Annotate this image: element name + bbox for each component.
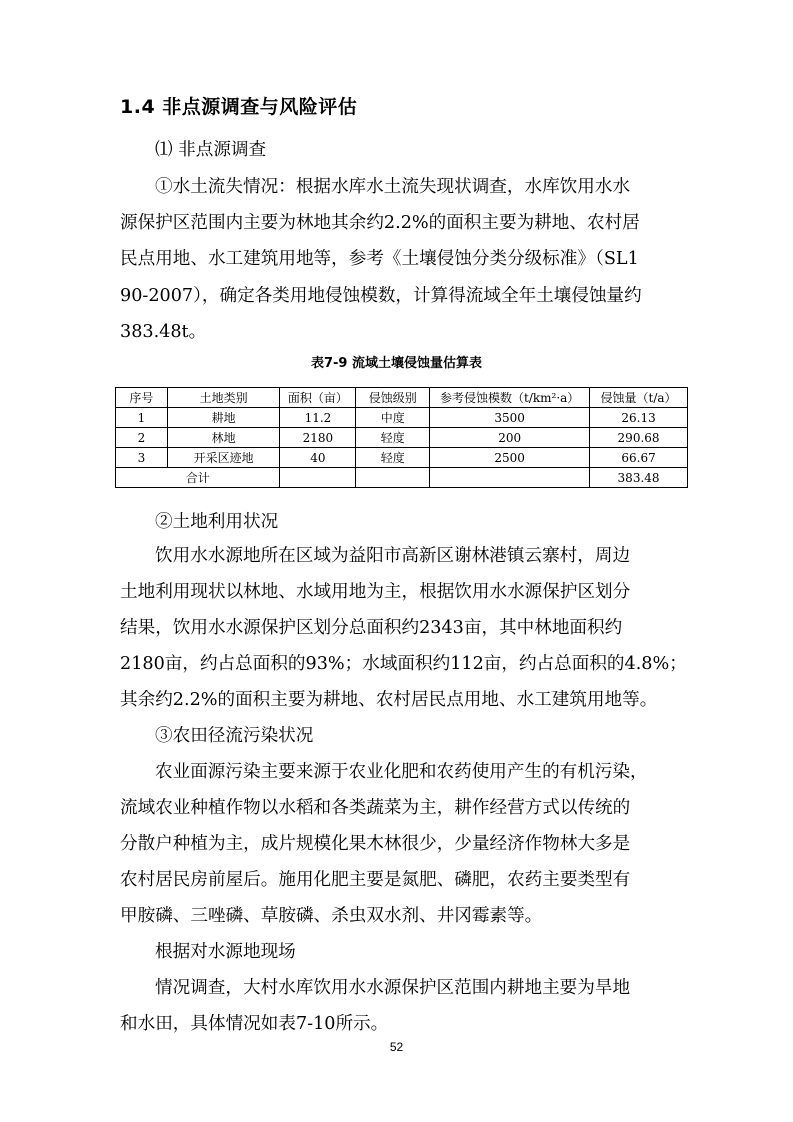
table-total-row: [116, 468, 688, 488]
table-cell: 66.67: [590, 448, 688, 468]
table-total-value: 383.48: [590, 468, 688, 488]
table-header-cell: 参考侵蚀模数（t/km²·a）: [430, 388, 590, 408]
paragraph-line: 2180亩，约占总面积的93%；水域面积约112亩，约占总面积的4.8%；: [120, 654, 687, 674]
paragraph-line: 源保护区范围内主要为林地其余约2.2%的面积主要为耕地、农村居: [120, 213, 640, 233]
subsection-title-farmland-runoff: ③农田径流污染状况: [155, 726, 314, 746]
paragraph-line: 90-2007），确定各类用地侵蚀模数，计算得流域全年土壤侵蚀量约: [120, 286, 642, 306]
table-cell: 2500: [430, 448, 590, 468]
subsection-title-land-use: ②土地利用状况: [155, 512, 279, 532]
table-cell: 2: [116, 428, 168, 448]
paragraph-line: 分散户种植为主，成片规模化果木林很少，少量经济作物林大多是: [120, 834, 631, 854]
paragraph-line: 结果，饮用水水源保护区划分总面积约2343亩，其中林地面积约: [120, 618, 623, 638]
table-header-cell: 土地类别: [167, 388, 280, 408]
table-cell: 开采区迹地: [167, 448, 280, 468]
table-cell: 26.13: [590, 408, 688, 428]
table-cell: 1: [116, 408, 168, 428]
table-cell: 2180: [280, 428, 356, 448]
paragraph-line: 根据对水源地现场: [155, 942, 296, 962]
table-cell: 290.68: [590, 428, 688, 448]
table-cell: 林地: [167, 428, 280, 448]
table-cell-empty: [280, 468, 356, 488]
table-cell: 轻度: [356, 448, 430, 468]
table-header-cell: 面积（亩）: [280, 388, 356, 408]
table-cell: 轻度: [356, 428, 430, 448]
table-header-row: [116, 388, 688, 408]
table-cell: 200: [430, 428, 590, 448]
table-header-cell: 侵蚀级别: [356, 388, 430, 408]
table-header-cell: 序号: [116, 388, 168, 408]
paragraph-line: 土地利用现状以林地、水域用地为主，根据饮用水水源保护区划分: [120, 582, 631, 602]
page-number: 52: [389, 1040, 404, 1054]
paragraph-line: 饮用水水源地所在区域为益阳市高新区谢林港镇云寨村，周边: [155, 546, 631, 566]
paragraph-line: 农业面源污染主要来源于农业化肥和农药使用产生的有机污染，: [155, 762, 648, 782]
table-cell-empty: [356, 468, 430, 488]
table-header-cell: 侵蚀量（t/a）: [590, 388, 688, 408]
section-heading: 1.4 非点源调查与风险评估: [120, 96, 358, 118]
paragraph-line: 和水田，具体情况如表7-10所示。: [120, 1014, 389, 1034]
paragraph-line: 甲胺磷、三唑磷、草胺磷、杀虫双水剂、井冈霉素等。: [120, 906, 543, 926]
table-cell: 3: [116, 448, 168, 468]
table-cell: 3500: [430, 408, 590, 428]
table-row: [116, 408, 688, 428]
table-cell: 中度: [356, 408, 430, 428]
paragraph-line: ①水土流失情况：根据水库水土流失现状调查，水库饮用水水: [155, 177, 631, 197]
table-caption: 表7-9 流域土壤侵蚀量估算表: [310, 356, 482, 371]
table-cell: 耕地: [167, 408, 280, 428]
paragraph-line: 其余约2.2%的面积主要为耕地、农村居民点用地、水工建筑用地等。: [120, 690, 658, 710]
paragraph-line: 流域农业种植作物以水稻和各类蔬菜为主，耕作经营方式以传统的: [120, 798, 631, 818]
table-cell-empty: [430, 468, 590, 488]
paragraph-line: 农村居民房前屋后。施用化肥主要是氮肥、磷肥，农药主要类型有: [120, 870, 631, 890]
erosion-table: [115, 387, 688, 488]
table-total-label: 合计: [116, 468, 280, 488]
paragraph-line: 情况调查，大村水库饮用水水源保护区范围内耕地主要为旱地: [155, 978, 631, 998]
table-row: [116, 448, 688, 468]
subsection-title-nonpoint-survey: ⑴ 非点源调查: [155, 140, 267, 160]
table-cell: 40: [280, 448, 356, 468]
table-cell: 11.2: [280, 408, 356, 428]
table-row: [116, 428, 688, 448]
paragraph-line: 383.48t。: [120, 322, 207, 342]
paragraph-line: 民点用地、水工建筑用地等，参考《土壤侵蚀分类分级标准》（SL1: [120, 249, 639, 269]
